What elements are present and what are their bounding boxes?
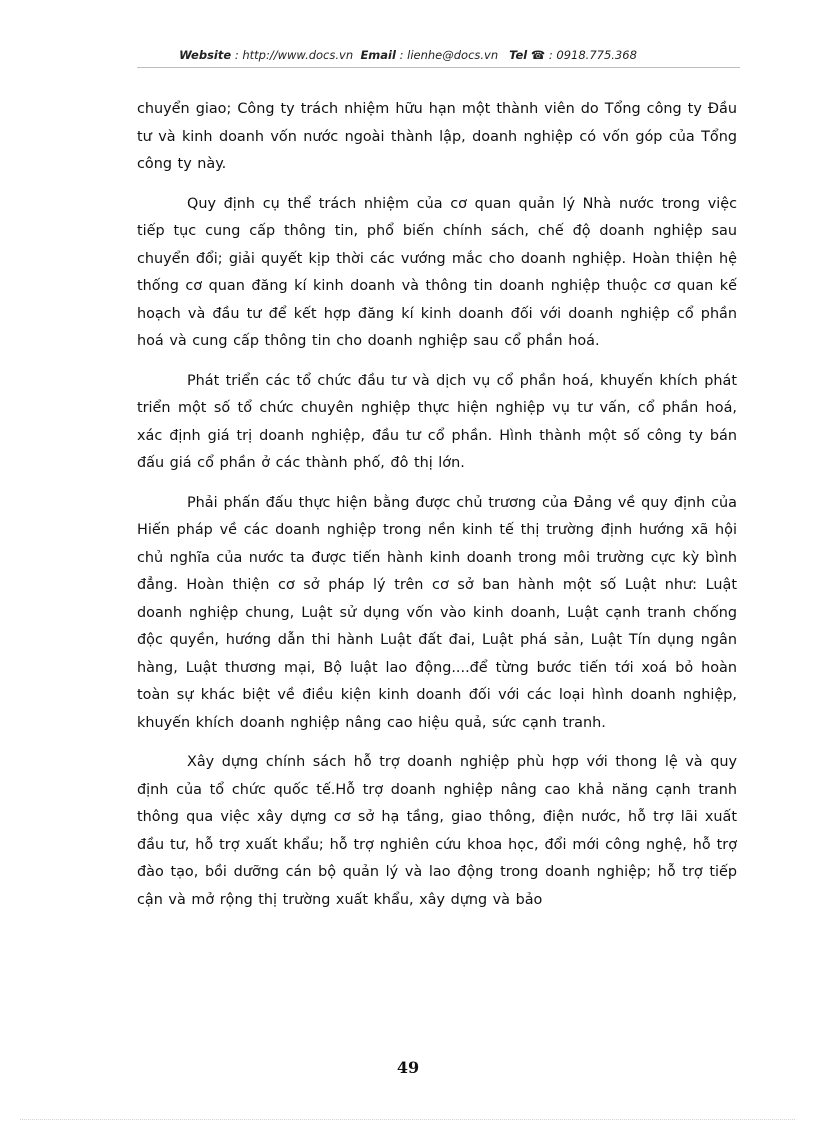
document-body bbox=[137, 96, 737, 926]
website-label: Website bbox=[179, 48, 232, 62]
paragraph: Xây dựng chính sách hỗ trợ doanh nghiệp phù hợp với thong lệ và quy định của tổ chức quốc tế.Hỗ trợ doanh nghiệp nâng cao khả năng cạnh tranh thông qua việc xây dựng cơ sở hạ tầng, giao thông, điện nước, hỗ trợ lãi xuất đầu tư, hỗ trợ xuất khẩu; hỗ trợ nghiên cứu khoa học, đổi mới công nghệ, hỗ trợ đào tạo, bồi dưỡng cán bộ quản lý và lao động trong doanh nghiệp; hỗ trợ tiếp cận và mở rộng thị trường xuất khẩu, xây dựng và bảo bbox=[137, 754, 737, 908]
email-address[interactable]: lienhe@docs.vn bbox=[407, 48, 499, 62]
page-number: 49 bbox=[396, 1058, 420, 1077]
footer-divider bbox=[20, 1119, 795, 1120]
tel-label: Tel bbox=[509, 48, 528, 62]
page-header bbox=[0, 48, 816, 62]
email-label: Email bbox=[360, 48, 396, 62]
header-divider bbox=[137, 67, 740, 68]
tel-separator: : bbox=[545, 48, 557, 62]
paragraph: Quy định cụ thể trách nhiệm của cơ quan quản lý Nhà nước trong việc tiếp tục cung cấp thông tin, phổ biến chính sách, chế độ doanh nghiệp sau chuyển đổi; giải quyết kịp thời các vướng mắc cho doanh nghiệp. Hoàn thiện hệ thống cơ quan đăng kí kinh doanh và thông tin doanh nghiệp thuộc cơ quan kế hoạch và đầu tư để kết hợp đăng kí kinh doanh đối với doanh nghiệp cổ phần hoá và cung cấp thông tin cho doanh nghiệp sau cổ phần hoá. bbox=[137, 195, 737, 349]
email-separator: : bbox=[395, 48, 408, 62]
paragraph-continuation: chuyển giao; Công ty trách nhiệm hữu hạn một thành viên do Tổng công ty Đầu tư và kinh doanh vốn nước ngoài thành lập, doanh nghiệp có vốn góp của Tổng công ty này. bbox=[137, 101, 737, 172]
website-separator: : bbox=[231, 48, 243, 62]
website-url[interactable]: http://www.docs.vn bbox=[242, 48, 354, 62]
paragraph: Phát triển các tổ chức đầu tư và dịch vụ cổ phần hoá, khuyến khích phát triển một số tổ chức chuyên nghiệp thực hiện nghiệp vụ tư vấn, cổ phần hoá, xác định giá trị doanh nghiệp, đầu tư cổ phần. Hình thành một số công ty bán đấu giá cổ phần ở các thành phố, đô thị lớn. bbox=[137, 372, 737, 471]
paragraph: Phải phấn đấu thực hiện bằng được chủ trương của Đảng về quy định của Hiến pháp về các doanh nghiệp trong nền kinh tế thị trường định hướng xã hội chủ nghĩa của nước ta được tiến hành kinh doanh trong môi trường cực kỳ bình đẳng. Hoàn thiện cơ sở pháp lý trên cơ sở ban hành một số Luật như: Luật doanh nghiệp chung, Luật sử dụng vốn vào kinh doanh, Luật cạnh tranh chống độc quyền, hướng dẫn thi hành Luật đất đai, Luật phá sản, Luật Tín dụng ngân hàng, Luật thương mại, Bộ luật lao động....để từng bước tiến tới xoá bỏ hoàn toàn sự khác biệt về điều kiện kinh doanh đối với các loại hình doanh nghiệp, khuyến khích doanh nghiệp nâng cao hiệu quả, sức cạnh tranh. bbox=[137, 494, 737, 731]
phone-icon: ☎ bbox=[530, 48, 546, 62]
tel-number: 0918.775.368 bbox=[556, 48, 637, 62]
